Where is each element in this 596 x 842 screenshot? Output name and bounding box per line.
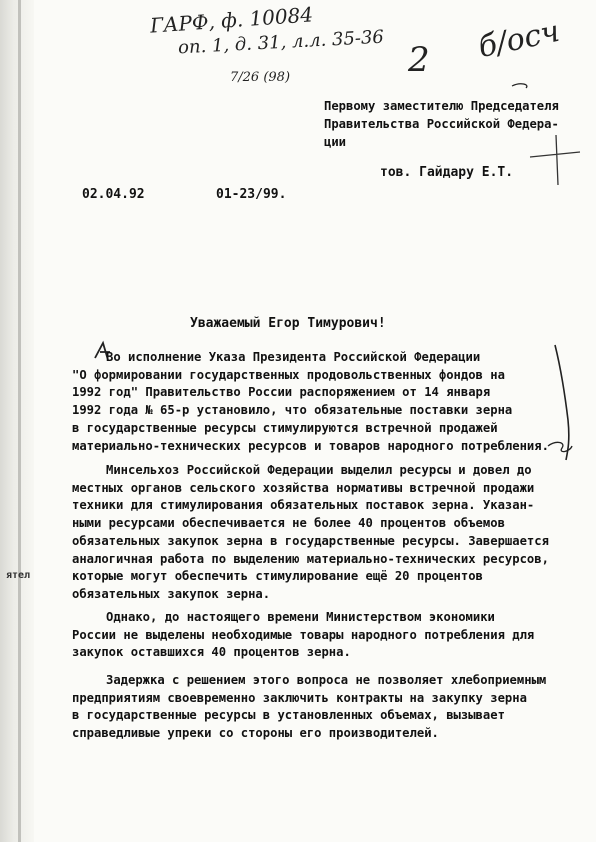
handwritten-stamp: б/осч (475, 13, 563, 66)
addressee-line: ции (324, 135, 347, 149)
text-line: обязательных закупок зерна. (72, 586, 271, 601)
text-line: ными ресурсами обеспечивается не более 40 процентов объемов (72, 516, 505, 531)
document-date: 02.04.92 (82, 187, 145, 202)
text-line: в государственные ресурсы стимулируются встречной продажей (72, 420, 498, 435)
paragraph-4 (72, 672, 552, 743)
addressee-line: Правительства Российской Федера- (324, 117, 559, 131)
text-line: справедливые упреки со стороны его производителей. (72, 726, 439, 741)
underline-scribble (512, 84, 527, 88)
addressee-block (324, 97, 574, 151)
text-line: "О формировании государственных продовольственных фондов на (72, 367, 505, 382)
text-line: материально-технических ресурсов и товаров народного потребления. (72, 438, 549, 453)
handwritten-mark: 2 (408, 40, 430, 80)
text-line: предприятиям своевременно заключить контракты на закупку зерна (72, 690, 527, 705)
text-line: местных органов сельского хозяйства нормативы встречной продажи (72, 480, 535, 495)
text-line: 1992 год" Правительство России распоряжением от 14 января (72, 385, 491, 400)
margin-fragment: ятел (6, 570, 31, 581)
text-line: Во исполнение Указа Президента Российской Федерации (106, 350, 481, 364)
archive-note-line1: ГАРФ, ф. 10084 (149, 2, 314, 38)
paragraph-1 (72, 349, 552, 455)
scan-edge (0, 0, 34, 842)
paragraph-3 (72, 609, 552, 662)
text-line: Задержка с решением этого вопроса не позволяет хлебоприемным (106, 673, 547, 687)
text-line: Однако, до настоящего времени Министерством экономики (106, 610, 495, 624)
salutation: Уважаемый Егор Тимурович! (190, 316, 386, 331)
text-line: которые могут обеспечить стимулирование ещё 20 процентов (72, 569, 483, 584)
archive-note-line2: оп. 1, д. 31, л.л. 35-36 (177, 26, 385, 59)
text-line: аналогичная работа по выделению материально-технических ресурсов, (72, 551, 549, 566)
text-line: обязательных закупок зерна в государственные ресурсы. Завершается (72, 533, 549, 548)
text-line: в государственные ресурсы в установленных объемах, вызывает (72, 708, 505, 723)
paragraph-2 (72, 462, 552, 604)
text-line: России не выделены необходимые товары народного потребления для (72, 627, 535, 642)
text-line: закупок оставшихся 40 процентов зерна. (72, 645, 351, 660)
text-line: 1992 года № 65-р установило, что обязательные поставки зерна (72, 403, 513, 418)
archive-note-line3: 7/26 (98) (230, 70, 291, 85)
text-line: Минсельхоз Российской Федерации выделил ресурсы и довел до (106, 463, 532, 477)
addressee-line: Первому заместителю Председателя (324, 99, 559, 113)
recipient-name: тов. Гайдару Е.Т. (380, 165, 514, 180)
document-number: 01-23/99. (216, 187, 287, 202)
scan-binding-line (18, 0, 21, 842)
text-line: техники для стимулирования обязательных поставок зерна. Указан- (72, 498, 535, 513)
margin-bracket-line (555, 345, 569, 460)
